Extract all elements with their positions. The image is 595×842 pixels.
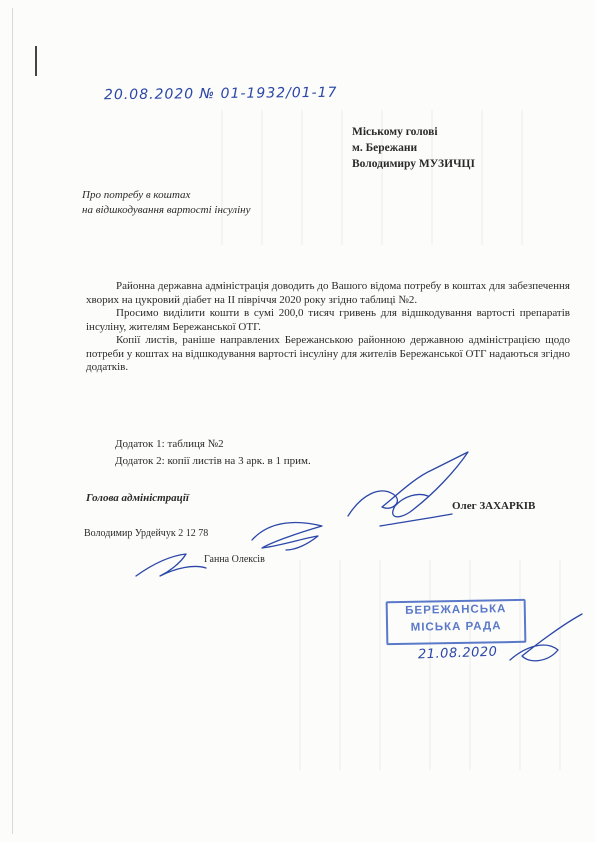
body-paragraph-2: Просимо виділити кошти в сумі 200,0 тисяч гривень для відшкодування вартості препаратів інсуліну, жителям Бережанської ОТГ. — [86, 307, 570, 333]
attachment-item-2: Додаток 2: копії листів на 3 арк. в 1 прим. — [115, 455, 311, 467]
stamp-line-1: БЕРЕЖАНСЬКА — [405, 603, 507, 617]
addressee-block — [352, 124, 475, 172]
subject-line-1: Про потребу в коштах — [82, 189, 191, 201]
signatory-title: Голова адміністрації — [86, 492, 189, 504]
executor-line-2: Ганна Олексів — [204, 554, 265, 565]
city-council-stamp — [386, 599, 527, 645]
executor-line-1: Володимир Урдейчук 2 12 78 — [84, 528, 209, 539]
handwritten-registration-number: 20.08.2020 № 01-1932/01-17 — [103, 84, 338, 104]
addressee-name: Володимиру МУЗИЧЦІ — [352, 158, 475, 170]
addressee-position: Міському голові — [352, 126, 438, 138]
body-paragraph-3: Копії листів, раніше направлених Бережанською районною державною адміністрацією щодо потреби у коштах на відшкодування вартості інсуліну для жителів Бережанської ОТГ надаються згідно додатків. — [86, 334, 570, 373]
attachment-item-1: Додаток 1: таблиця №2 — [115, 438, 224, 450]
body-paragraph-1: Районна державна адміністрація доводить до Вашого відома потребу в коштах для забезпечення хворих на цукровий діабет на ІІ півріччя 2020 року згідно таблиці №2. — [86, 280, 570, 306]
stamp-line-2: МІСЬКА РАДА — [410, 620, 502, 634]
subject-line-2: на відшкодування вартості інсуліну — [82, 204, 251, 216]
subject-block — [82, 188, 251, 218]
addressee-city: м. Бережани — [352, 142, 418, 154]
handwritten-received-date: 21.08.2020 — [417, 644, 498, 663]
signatory-name: Олег ЗАХАРКІВ — [452, 500, 536, 512]
letter-body — [86, 280, 570, 375]
attachments-list — [115, 436, 311, 470]
